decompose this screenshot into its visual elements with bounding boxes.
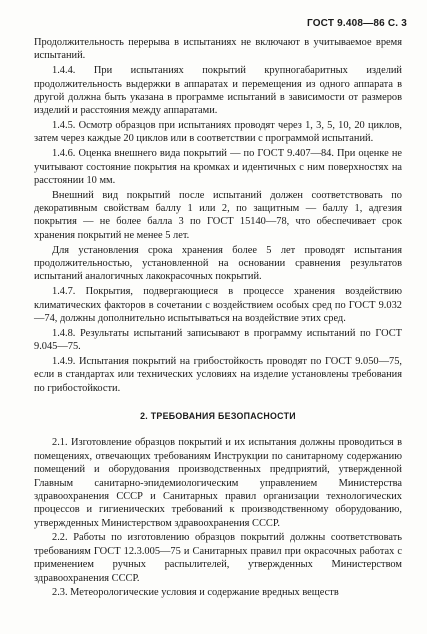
running-header: ГОСТ 9.408—86 С. 3 bbox=[306, 18, 407, 29]
paragraph-1-4-4: 1.4.4. При испытаниях покрытий крупногабаритных изделий продолжительность выдержки в аппаратах и перемещения из одного аппарата в другой должна быть указана в программе испытаний в зависимости от размеров изделий и расстояния между аппаратами. bbox=[34, 65, 402, 117]
paragraph-2-1: 2.1. Изготовление образцов покрытий и их испытания должны проводиться в помещениях, отвечающих требованиям Инструкции по санитарному содержанию помещений и оборудования производственных предприятий, утвержденной Главным санитарно-эпидемиологическим управлением Министерства здравоохранения СССР и Санитарных правил организации технологических процессов и гигиенических требований к производственному оборудованию, утвержденных Министерством здравоохранения СССР. bbox=[34, 437, 402, 529]
section-heading-safety: 2. ТРЕБОВАНИЯ БЕЗОПАСНОСТИ bbox=[140, 410, 296, 421]
paragraph-2-3: 2.3. Метеорологические условия и содержание вредных веществ bbox=[52, 587, 339, 599]
paragraph-appearance: Внешний вид покрытий после испытаний должен соответствовать по декоративным свойствам баллу 1 или 2, по защитным — баллу 1, адгезия покрытия — не более балла 3 по ГОСТ 15140—78, что обеспечивает срок хранения покрытий не менее 5 лет. bbox=[34, 189, 402, 241]
paragraph-1-4-7: 1.4.7. Покрытия, подвергающиеся в процессе хранения воздействию климатических факторов в сочетании с воздействием особых сред по ГОСТ 9.032—74, должны дополнительно испытываться на воздействие этих сред. bbox=[34, 286, 402, 324]
paragraph-1-4-6: 1.4.6. Оценка внешнего вида покрытий — по ГОСТ 9.407—84. При оценке не учитывают состояние покрытия на кромках и идентичных с ним поверхностях на расстоянии 10 мм. bbox=[34, 148, 402, 186]
paragraph-storage-term: Для установления срока хранения более 5 лет проводят испытания продолжительностью, установленной на основании сравнения результатов испытаний аналогичных лакокрасочных покрытий. bbox=[34, 244, 402, 283]
body-text bbox=[34, 36, 402, 601]
paragraph-1-4-5: 1.4.5. Осмотр образцов при испытаниях проводят через 1, 3, 5, 10, 20 циклов, затем через каждые 20 циклов или в соответствии с программой испытаний. bbox=[34, 120, 402, 145]
paragraph-1-4-8: 1.4.8. Результаты испытаний записывают в программу испытаний по ГОСТ 9.045—75. bbox=[34, 327, 402, 353]
paragraph-1-4-9: 1.4.9. Испытания покрытий на грибостойкость проводят по ГОСТ 9.050—75, если в стандартах или технических условиях на изделие установлены требования по грибостойкости. bbox=[34, 355, 402, 394]
paragraph-2-2: 2.2. Работы по изготовлению образцов покрытий должны соответствовать требованиям ГОСТ 12.3.005—75 и Санитарных правил при окрасочных работах с применением ручных распылителей, утвержденных Министерством здравоохранения СССР. bbox=[34, 532, 402, 584]
paragraph-continuation: Продолжительность перерыва в испытаниях не включают в учитываемое время испытаний. bbox=[34, 37, 402, 62]
